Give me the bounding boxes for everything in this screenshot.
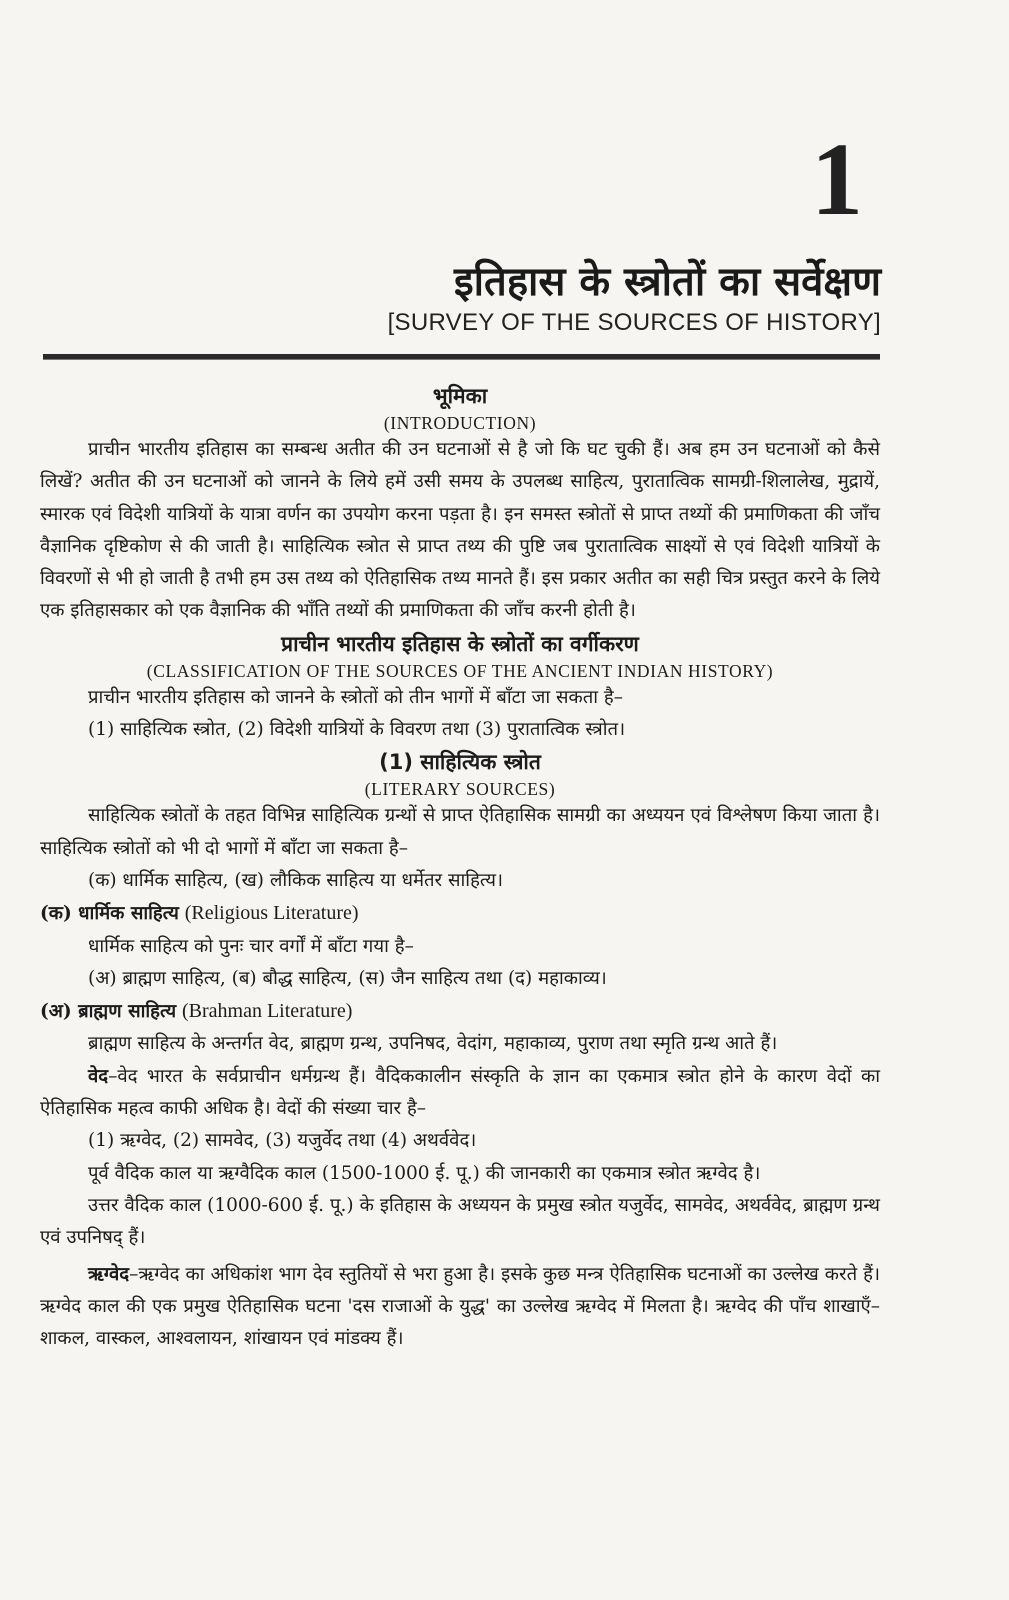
- classification-line-2: (1) साहित्यिक स्त्रोत, (2) विदेशी यात्रियों के विवरण तथा (3) पुरातात्विक स्त्रोत।: [88, 719, 626, 741]
- brahman-heading-english: (Brahman Literature): [181, 1000, 353, 1023]
- religious-line-2: (अ) ब्राह्मण साहित्य, (ब) बौद्ध साहित्य, (स) जैन साहित्य तथा (द) महाकाव्य।: [88, 967, 607, 989]
- classification-line-1: प्राचीन भारतीय इतिहास को जानने के स्त्रोतों को तीन भागों में बाँटा जा सकता है–: [88, 686, 624, 708]
- early-vedic-line: पूर्व वैदिक काल या ऋग्वैदिक काल (1500-1000 ई. पू.) की जानकारी का एकमात्र स्त्रोत ऋग्वेद है।: [88, 1162, 761, 1184]
- chapter-title-english: [SURVEY OF THE SOURCES OF HISTORY]: [387, 309, 881, 336]
- literary-heading-english: (LITERARY SOURCES): [364, 779, 556, 800]
- veda-term: वेद: [88, 1065, 109, 1087]
- intro-heading-english: (INTRODUCTION): [383, 413, 537, 433]
- classification-heading-hindi: प्राचीन भारतीय इतिहास के स्त्रोतों का वर्गीकरण: [281, 631, 639, 656]
- intro-paragraph: प्राचीन भारतीय इतिहास का सम्बन्ध अतीत की उन घटनाओं से है जो कि घट चुकी हैं। अब हम उन घटनाओं को कैसे लिखें? अतीत की उन घटनाओं को जानने के लिये हमें उसी समय के उपलब्ध साहित्य, पुरातात्विक सामग्री-शिलालेख, मुद्रायें, स्मारक एवं विदेशी यात्रियों के यात्रा वर्णन का उपयोग करना पड़ता है। इन समस्त स्त्रोतों से प्राप्त तथ्यों की प्रमाणिकता की जाँच वैज्ञानिक दृष्टिकोण से की जाती है। साहित्यिक स्त्रोत से प्राप्त तथ्य की पुष्टि जब पुरातात्विक साक्ष्यों से एवं विदेशी यात्रियों के विवरणों से भी हो जाती है तभी हम उस तथ्य को ऐतिहासिक तथ्य मानते हैं। इस प्रकार अतीत का सही चित्र प्रस्तुत करने के लिये एक इतिहासकार को एक वैज्ञानिक की भाँति तथ्यों की प्रमाणिकता की जाँच करनी होती है।: [40, 439, 880, 622]
- brahman-line-1: ब्राह्मण साहित्य के अन्तर्गत वेद, ब्राह्मण ग्रन्थ, उपनिषद, वेदांग, महाकाव्य, पुराण तथा स्मृति ग्रन्थ आते हैं।: [88, 1033, 778, 1055]
- religious-heading-english: (Religious Literature): [184, 902, 359, 925]
- veda-paragraph: [40, 1061, 880, 1126]
- brahman-heading: [40, 995, 880, 1028]
- rigveda-paragraph: [40, 1259, 880, 1356]
- vedas-list: (1) ऋग्वेद, (2) सामवेद, (3) यजुर्वेद तथा (4) अथर्ववेद।: [88, 1130, 477, 1152]
- later-vedic-paragraph: उत्तर वैदिक काल (1000-600 ई. पू.) के इतिहास के अध्ययन के प्रमुख स्त्रोत यजुर्वेद, सामवेद, अथर्ववेद, ब्राह्मण ग्रन्थ एवं उपनिषद् हैं।: [40, 1194, 880, 1249]
- page-content: [40, 380, 880, 1355]
- chapter-title-hindi: इतिहास के स्त्रोतों का सर्वेक्षण: [454, 259, 881, 305]
- veda-text: –वेद भारत के सर्वप्राचीन धर्मग्रन्थ हैं। वैदिककालीन संस्कृति के ज्ञान का एकमात्र स्त्रोत होने के कारण वेदों का ऐतिहासिक महत्व काफी अधिक है। वेदों की संख्या चार है–: [40, 1065, 880, 1120]
- literary-heading-hindi: (1) साहित्यिक स्त्रोत: [379, 750, 541, 775]
- rigveda-term: ऋग्वेद: [88, 1263, 130, 1285]
- religious-line-1: धार्मिक साहित्य को पुनः चार वर्गों में बाँटा गया है–: [88, 935, 414, 957]
- religious-heading-hindi: (क) धार्मिक साहित्य: [40, 903, 179, 925]
- intro-heading-hindi: भूमिका: [432, 384, 488, 408]
- rigveda-text: –ऋग्वेद का अधिकांश भाग देव स्तुतियों से भरा हुआ है। इसके कुछ मन्त्र ऐतिहासिक घटनाओं का उल्लेख करते हैं। ऋग्वेद काल की एक प्रमुख ऐतिहासिक घटना 'दस राजाओं के युद्ध' का उल्लेख ऋग्वेद में मिलता है। ऋग्वेद की पाँच शाखाएँ–शाकल, वास्कल, आश्वलायन, शांखायन एवं मांडक्य हैं।: [40, 1263, 880, 1350]
- title-divider: [43, 354, 880, 360]
- classification-heading-english: (CLASSIFICATION OF THE SOURCES OF THE ANCIENT INDIAN HISTORY): [146, 660, 774, 681]
- chapter-number: 1: [811, 122, 863, 237]
- religious-heading: [40, 897, 880, 930]
- literary-paragraph: साहित्यिक स्त्रोतों के तहत विभिन्न साहित्यिक ग्रन्थों से प्राप्त ऐतिहासिक सामग्री का अध्ययन एवं विश्लेषण किया जाता है। साहित्यिक स्त्रोतों को भी दो भागों में बाँटा जा सकता है–: [40, 805, 880, 859]
- brahman-heading-hindi: (अ) ब्राह्मण साहित्य: [40, 1001, 177, 1023]
- literary-list: (क) धार्मिक साहित्य, (ख) लौकिक साहित्य या धर्मेतर साहित्य।: [88, 869, 504, 891]
